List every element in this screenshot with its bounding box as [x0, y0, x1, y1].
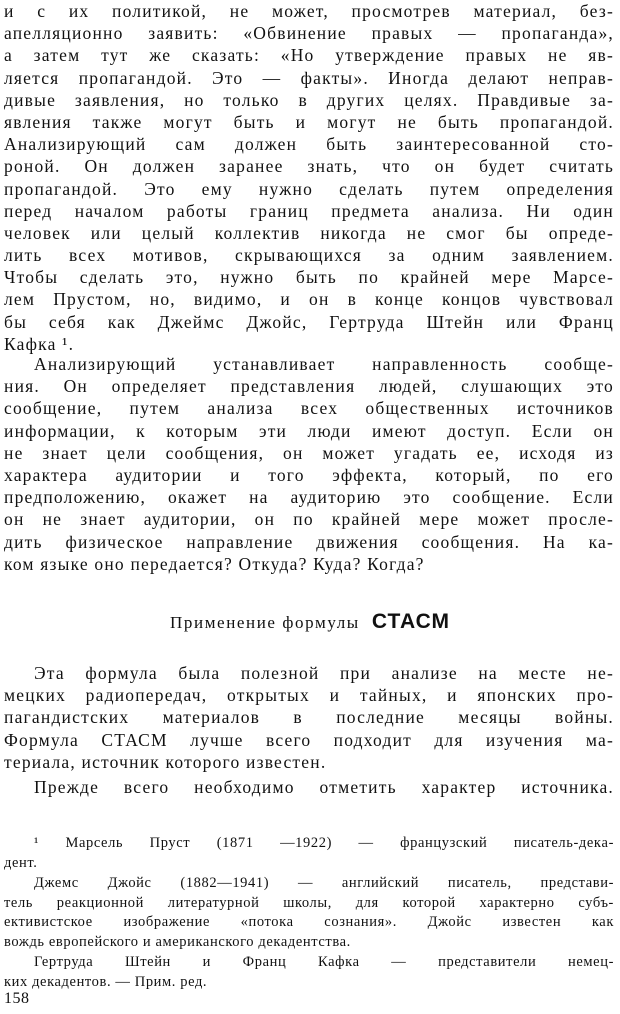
- footnote-1: [4, 834, 614, 873]
- body-paragraph-1: [4, 0, 614, 355]
- footnote-2: [4, 874, 614, 952]
- text-line: Кафка ¹.: [4, 333, 75, 354]
- section-heading-text: Применение формулы: [170, 613, 360, 632]
- text-line: явления также могут быть и могут не быть пропагандой.: [4, 111, 614, 132]
- text-line: бы себя как Джеймс Джойс, Гертруда Штейн или Франц: [4, 311, 614, 332]
- text-line: Анализирующий сам должен быть заинтересованной сто-: [4, 134, 614, 155]
- text-line: Прежде всего необходимо отметить характер источника.: [34, 777, 614, 797]
- body-paragraph-4: [4, 776, 614, 798]
- text-line: ком языке оно передается? Откуда? Куда? Когда?: [4, 553, 425, 574]
- text-line: Чтобы сделать это, нужно быть по крайней мере Марсе-: [4, 267, 614, 288]
- text-line: и с их политикой, не может, просмотрев материал, без-: [4, 1, 614, 21]
- text-line: а затем тут же сказать: «Но утверждение правых не яв-: [4, 45, 614, 66]
- text-line: роной. Он должен заранее знать, что он будет считать: [4, 156, 614, 177]
- text-line: информации, к которым эти люди имеют доступ. Если он: [4, 420, 614, 441]
- page-number: 158: [4, 990, 30, 1007]
- footnote-line: Гертруда Штейн и Франц Кафка — представители немец-: [34, 954, 614, 970]
- body-paragraph-3: [4, 662, 614, 773]
- text-line: Эта формула была полезной при анализе на месте не-: [34, 663, 614, 683]
- footnote-line: вождь европейского и американского декадентства.: [4, 933, 351, 950]
- footnote-3: [4, 953, 614, 992]
- text-line: териала, источник которого известен.: [4, 751, 327, 772]
- text-line: апелляционно заявить: «Обвинение правых — пропаганда»,: [4, 23, 614, 44]
- footnote-line: Джемс Джойс (1882—1941) — английский писатель, представи-: [34, 875, 614, 891]
- text-line: мецких радиопередач, открытых и тайных, и японских про-: [4, 685, 614, 706]
- footnote-line: дент.: [4, 854, 38, 871]
- section-heading: [0, 610, 620, 634]
- footnote-line: ективистское изображение «потока сознания». Джойс известен как: [4, 914, 614, 931]
- text-line: предположению, окажет на аудиторию это сообщение. Если: [4, 487, 614, 508]
- text-line: Формула СТАСМ лучше всего подходит для изучения ма-: [4, 729, 614, 750]
- text-line: характера аудитории и того эффекта, который, по его: [4, 464, 614, 485]
- footnote-line: ¹ Марсель Пруст (1871 —1922) — французский писатель-декa-: [34, 835, 614, 851]
- text-line: Анализирующий устанавливает направленность сообще-: [34, 354, 614, 374]
- text-line: пропагандой. Это ему нужно сделать путем определения: [4, 178, 614, 199]
- text-line: человек или целый коллектив никогда не смог бы опреде-: [4, 222, 614, 243]
- text-line: не знает цели сообщения, он может угадать ее, исходя из: [4, 442, 614, 463]
- text-line: лем Прустом, но, видимо, и он в конце концов чувствовал: [4, 289, 614, 310]
- text-line: дивые заявления, но только в других целях. Правдивые за-: [4, 89, 614, 110]
- text-line: сообщение, путем анализа всех общественных источников: [4, 398, 614, 419]
- text-line: перед началом работы границ предмета анализа. Ни один: [4, 200, 614, 221]
- text-line: он не знает аудитории, он по крайней мере может просле-: [4, 509, 614, 530]
- footnote-line: ких декадентов. — Прим. ред.: [4, 973, 208, 990]
- body-paragraph-2: [4, 353, 614, 575]
- footnote-line: тель реакционной литературной школы, для которой характерно субъ-: [4, 894, 614, 911]
- text-line: ляется пропагандой. Это — факты». Иногда делают неправ-: [4, 67, 614, 88]
- text-line: лить всех мотивов, скрывающихся за одним заявлением.: [4, 245, 614, 266]
- section-heading-emphasis: СТАСМ: [371, 610, 450, 633]
- text-line: ния. Он определяет представления людей, слушающих это: [4, 376, 614, 397]
- text-line: пагандистских материалов в последние месяцы войны.: [4, 707, 614, 728]
- text-line: дить физическое направление движения сообщения. На ка-: [4, 531, 614, 552]
